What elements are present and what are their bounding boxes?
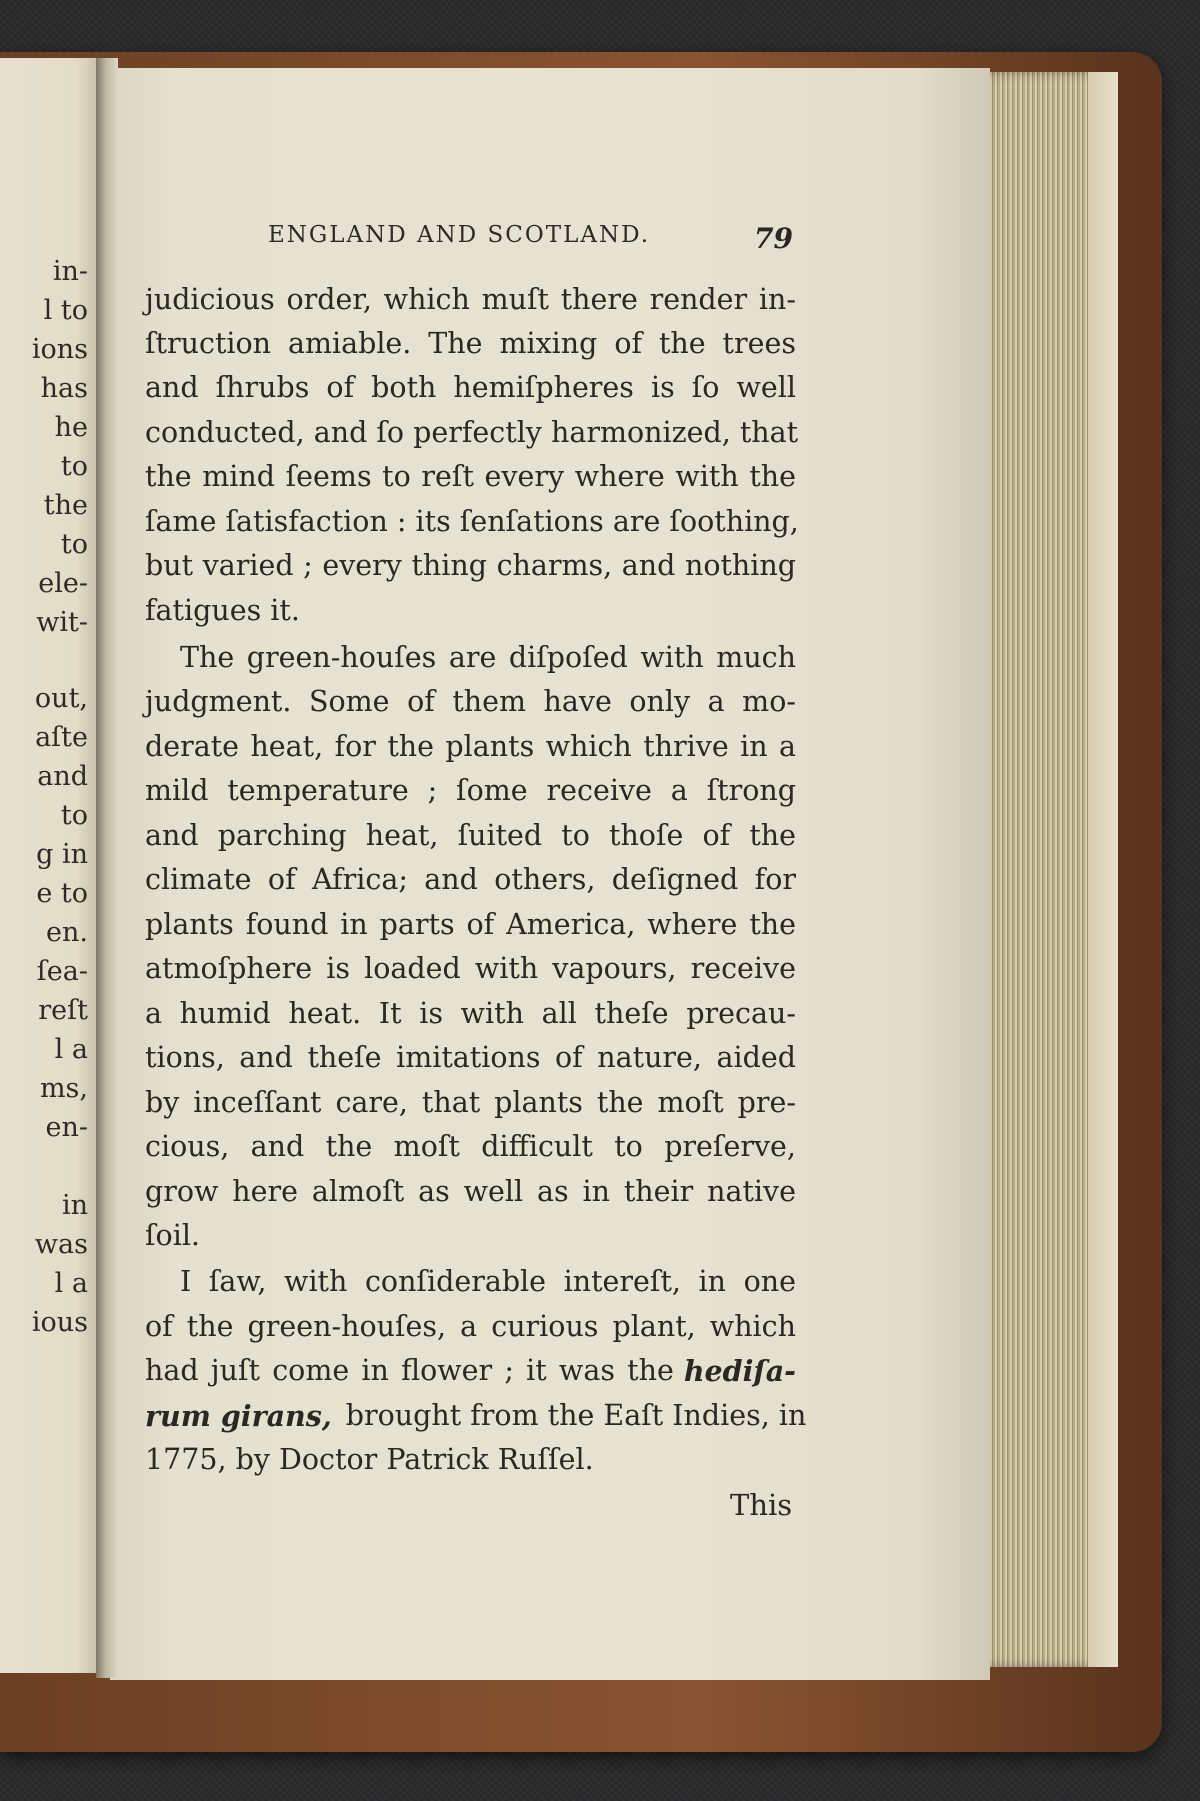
body-line: cious, and the moſt difficult to preſerve, <box>145 1130 796 1163</box>
latin-name-part: rum girans, <box>145 1399 332 1433</box>
page-gutter <box>96 58 118 1678</box>
body-line: The green-houſes are diſpoſed with much <box>180 641 796 674</box>
left-page-fragment: to <box>60 800 88 831</box>
left-page-fragment: ſea- <box>36 956 88 987</box>
left-page-fragment: to <box>60 451 88 482</box>
body-line: atmoſphere is loaded with vapours, receive <box>145 952 796 985</box>
body-line: I ſaw, with conſiderable intereſt, in one <box>180 1265 796 1298</box>
left-page-fragment: en. <box>46 917 88 948</box>
left-page-fragment: ele- <box>38 568 88 599</box>
body-line <box>145 1399 807 1433</box>
body-line: plants found in parts of America, where the <box>145 908 796 941</box>
left-page-fragment: e to <box>36 878 88 909</box>
body-line: by inceſſant care, that plants the moſt pre- <box>145 1086 796 1119</box>
previous-page <box>0 58 102 1673</box>
body-line: judicious order, which muſt there render in- <box>145 283 796 316</box>
left-page-fragment: he <box>54 412 88 443</box>
body-line: tions, and theſe imitations of nature, aided <box>145 1041 796 1074</box>
latin-name-part: hediſa- <box>683 1354 796 1388</box>
left-page-fragment: was <box>34 1229 88 1260</box>
left-page-fragment: wit- <box>36 607 88 638</box>
body-line: fatigues it. <box>145 594 300 627</box>
body-line: and parching heat, ſuited to thoſe of the <box>145 819 796 852</box>
left-page-fragment: l a <box>54 1034 88 1065</box>
left-page-fragment: ious <box>31 1307 88 1338</box>
body-line: ſtruction amiable. The mixing of the trees <box>145 327 796 360</box>
left-page-fragment: en- <box>45 1112 88 1143</box>
left-page-fragment: has <box>40 373 88 404</box>
body-line: judgment. Some of them have only a mo- <box>145 685 796 718</box>
body-line: ſoil. <box>145 1219 200 1252</box>
body-line <box>145 1354 796 1388</box>
body-line: the mind ſeems to reſt every where with the <box>145 460 796 493</box>
body-line: grow here almoſt as well as in their native <box>145 1175 796 1208</box>
left-page-fragment: ions <box>31 334 88 365</box>
running-head: ENGLAND AND SCOTLAND. <box>268 222 651 248</box>
body-line: but varied ; every thing charms, and nothing <box>145 549 796 582</box>
body-line-text: brought from the Eaſt Indies, in <box>345 1399 807 1432</box>
body-line: and ſhrubs of both hemiſpheres is ſo well <box>145 371 796 404</box>
body-line: derate heat, for the plants which thrive in a <box>145 730 796 763</box>
left-page-fragment: reſt <box>38 995 88 1026</box>
page-block-edges <box>978 72 1118 1667</box>
left-page-fragment: l to <box>43 295 88 326</box>
left-page-fragment: aſte <box>35 722 88 753</box>
left-page-fragment: g in <box>36 839 88 870</box>
left-page-fragment: l a <box>54 1268 88 1299</box>
left-page-fragment: to <box>60 529 88 560</box>
catchword: This <box>730 1488 793 1522</box>
left-page-fragment: in- <box>52 256 88 287</box>
body-line: climate of Africa; and others, deſigned for <box>145 863 796 896</box>
body-line: 1775, by Doctor Patrick Ruſſel. <box>145 1443 594 1476</box>
page-number: 79 <box>754 222 793 255</box>
left-page-fragment: and <box>37 761 88 792</box>
body-line: of the green-houſes, a curious plant, which <box>145 1310 796 1343</box>
body-line: a humid heat. It is with all theſe precau- <box>145 997 796 1030</box>
body-line-text: had juſt come in flower ; it was the <box>145 1354 674 1387</box>
body-line: conducted, and ſo perfectly harmonized, that <box>145 416 799 449</box>
left-page-fragment: out, <box>34 683 88 714</box>
left-page-fragment: ms, <box>39 1073 88 1104</box>
body-line: ſame ſatisfaction : its ſenſations are ſoothing, <box>145 505 799 538</box>
body-line: mild temperature ; ſome receive a ſtrong <box>145 774 796 807</box>
left-page-fragment: in <box>61 1190 88 1221</box>
left-page-fragment: the <box>43 490 88 521</box>
